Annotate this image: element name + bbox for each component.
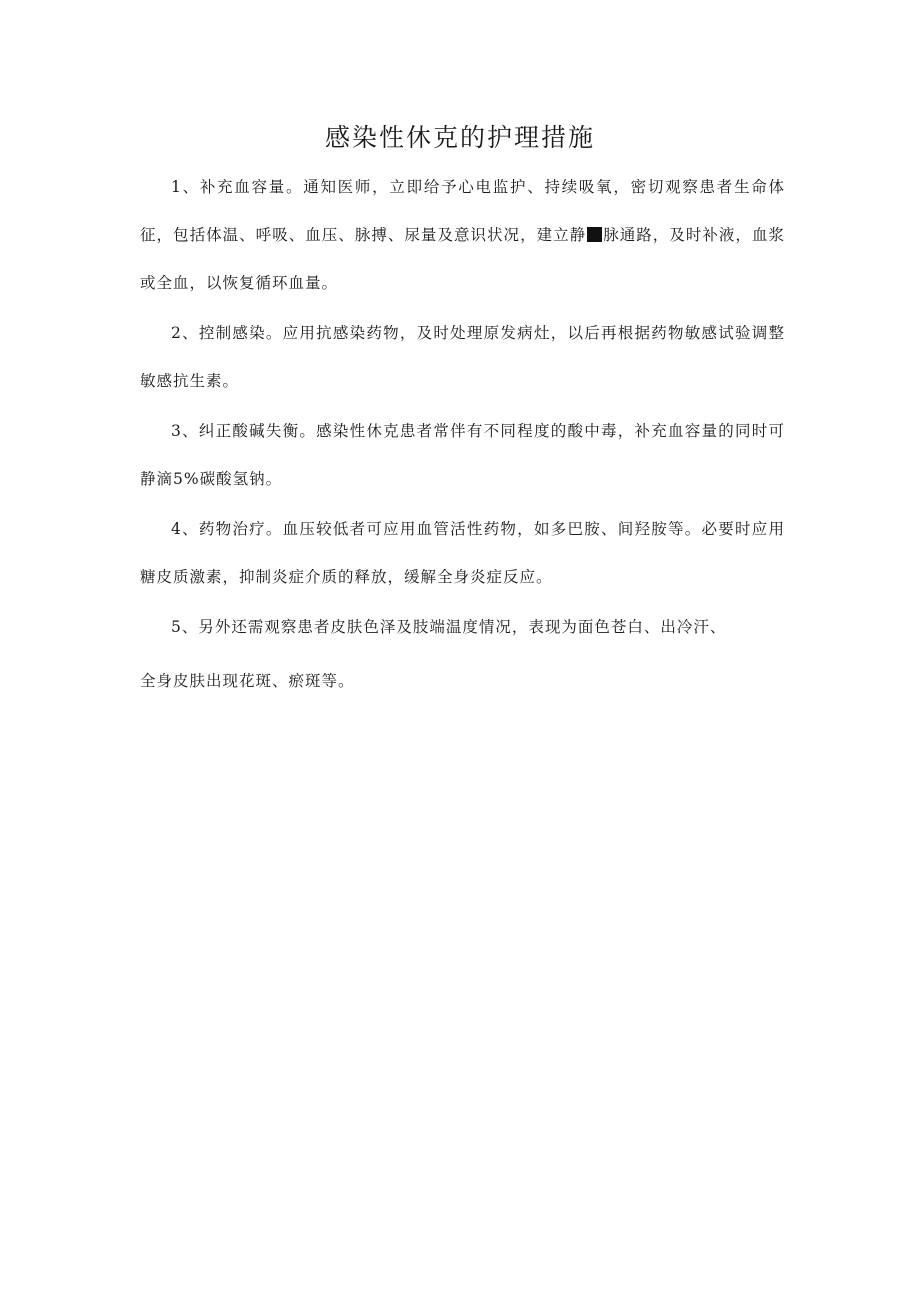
document-body <box>140 163 785 705</box>
paragraph-2: 2、控制感染。应用抗感染药物，及时处理原发病灶，以后再根据药物敏感试验调整敏感抗生素。 <box>140 324 785 390</box>
paragraph-5 <box>140 603 785 705</box>
redaction-mark <box>587 227 602 242</box>
paragraph-5-line-1: 5、另外还需观察患者皮肤色泽及肢端温度情况，表现为面色苍白、出冷汗、 <box>171 618 727 636</box>
paragraph-1-text-after: 脉通路，及时补液，血浆或全血，以恢复循环血量。 <box>140 226 785 292</box>
paragraph-4: 4、药物治疗。血压较低者可应用血管活性药物，如多巴胺、间羟胺等。必要时应用糖皮质激素，抑制炎症介质的释放，缓解全身炎症反应。 <box>140 520 785 586</box>
paragraph-1 <box>140 163 785 307</box>
document-title: 感染性休克的护理措施 <box>324 123 595 152</box>
paragraph-3: 3、纠正酸碱失衡。感染性休克患者常伴有不同程度的酸中毒，补充血容量的同时可静滴5%碳酸氢钠。 <box>140 422 785 488</box>
paragraph-5-line-2: 全身皮肤出现花斑、瘀斑等。 <box>140 672 355 690</box>
paragraph-1-text-before: 1、补充血容量。通知医师，立即给予心电监护、持续吸氧，密切观察患者生命体征，包括体温、呼吸、血压、脉搏、尿量及意识状况，建立静 <box>140 178 785 244</box>
